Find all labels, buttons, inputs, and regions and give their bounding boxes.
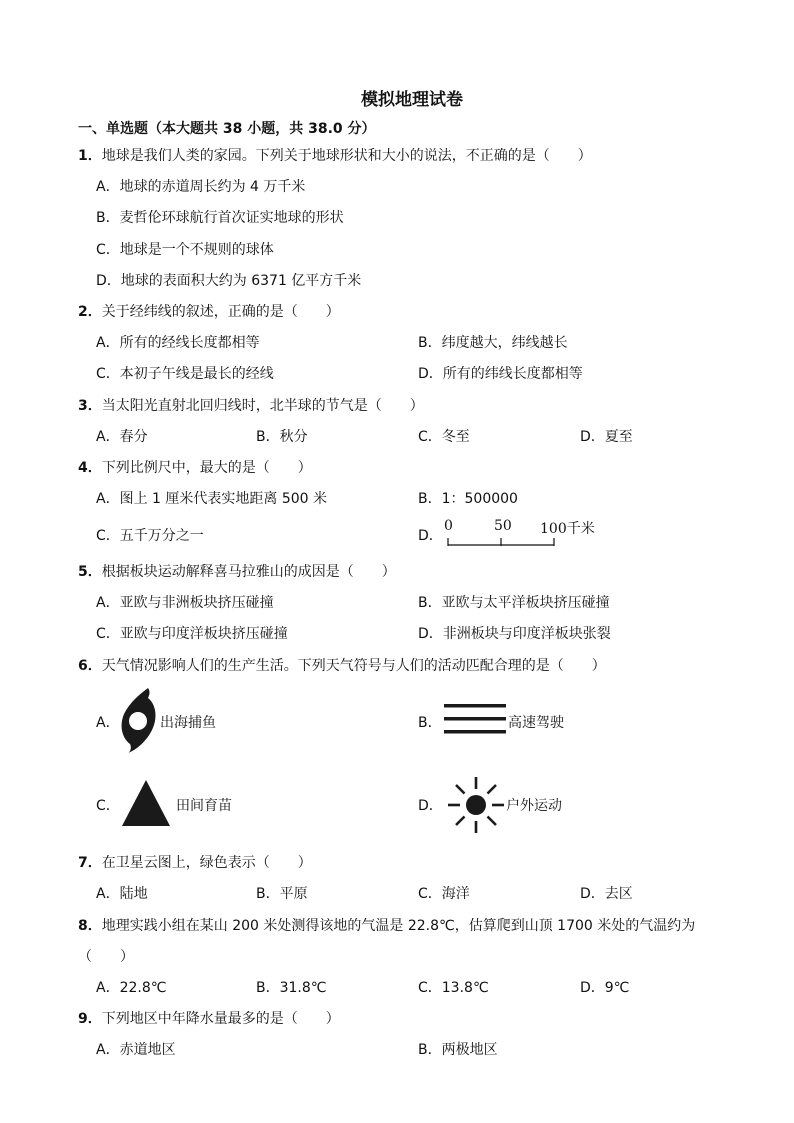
option-a[interactable]: A． [96, 715, 120, 731]
option-b[interactable]: B．平原 [256, 886, 308, 902]
option-d[interactable]: D． [418, 798, 443, 814]
symbol-label: 田间育苗 [176, 798, 232, 814]
option-a[interactable]: A．赤道地区 [96, 1042, 176, 1058]
question-text: 地理实践小组在某山 200 米处测得该地的气温是 22.8℃，估算爬到山顶 1700 米处的气温约为 [101, 918, 696, 934]
option-c[interactable]: C．五千万分之一 [96, 528, 204, 544]
question-number: 8． [78, 918, 102, 934]
question-text: 当太阳光直射北回归线时，北半球的节气是（ ） [101, 398, 424, 414]
question-8-continuation: （ ） [78, 949, 134, 965]
symbol-label: 高速驾驶 [508, 715, 564, 731]
question-number: 1． [78, 148, 102, 164]
option-a[interactable]: A．亚欧与非洲板块挤压碰撞 [96, 595, 274, 611]
option-b[interactable]: B．秋分 [256, 429, 308, 445]
option-b[interactable]: B．两极地区 [418, 1042, 498, 1058]
option-d[interactable]: D．所有的纬线长度都相等 [418, 366, 583, 382]
option-b[interactable]: B．纬度越大，纬线越长 [418, 335, 568, 351]
scale-label-100: 100千米 [540, 521, 595, 537]
question-number: 2． [78, 304, 102, 320]
page-title: 模拟地理试卷 [361, 90, 463, 110]
question-number: 3． [78, 398, 102, 414]
option-b[interactable]: B．31.8℃ [256, 980, 327, 996]
typhoon-icon [118, 686, 162, 754]
option-d[interactable]: D．9℃ [580, 980, 630, 996]
option-c[interactable]: C．亚欧与印度洋板块挤压碰撞 [96, 626, 288, 642]
option-a[interactable]: A．春分 [96, 429, 148, 445]
option-c[interactable]: C． [96, 798, 120, 814]
option-a[interactable]: A．所有的经线长度都相等 [96, 335, 260, 351]
option-b[interactable]: B．麦哲伦环球航行首次证实地球的形状 [96, 210, 344, 226]
option-d[interactable]: D． [418, 528, 443, 544]
option-c[interactable]: C．地球是一个不规则的球体 [96, 242, 274, 258]
question-number: 5． [78, 564, 102, 580]
question-text: 关于经纬线的叙述，正确的是（ ） [101, 304, 340, 320]
hail-icon [120, 778, 172, 828]
option-d[interactable]: D．去区 [580, 886, 633, 902]
option-d[interactable]: D．非洲板块与印度洋板块张裂 [418, 626, 611, 642]
sun-icon [446, 775, 506, 835]
option-a[interactable]: A．地球的赤道周长约为 4 万千米 [96, 179, 306, 195]
option-d[interactable]: D．地球的表面积大约为 6371 亿平方千米 [96, 273, 362, 289]
question-4 [78, 457, 312, 477]
section-heading: 一、单选题（本大题共 38 小题，共 38.0 分） [78, 121, 376, 137]
question-number: 9． [78, 1011, 102, 1027]
question-7 [78, 852, 312, 872]
option-b[interactable]: B．亚欧与太平洋板块挤压碰撞 [418, 595, 610, 611]
question-5 [78, 561, 396, 581]
option-c[interactable]: C．海洋 [418, 886, 470, 902]
question-9 [78, 1008, 340, 1028]
option-c[interactable]: C．13.8℃ [418, 980, 489, 996]
question-number: 6． [78, 658, 102, 674]
symbol-label: 出海捕鱼 [160, 715, 216, 731]
question-text: 地球是我们人类的家园。下列关于地球形状和大小的说法，不正确的是（ ） [101, 148, 592, 164]
option-b[interactable]: B．1：500000 [418, 491, 518, 507]
question-text: 下列地区中年降水量最多的是（ ） [101, 1011, 340, 1027]
symbol-label: 户外运动 [506, 798, 562, 814]
question-text: 根据板块运动解释喜马拉雅山的成因是（ ） [101, 564, 396, 580]
option-a[interactable]: A．陆地 [96, 886, 148, 902]
question-8 [78, 915, 695, 935]
question-number: 7． [78, 855, 102, 871]
scale-label-50: 50 [494, 518, 512, 534]
question-number: 4． [78, 460, 102, 476]
question-text: 天气情况影响人们的生产生活。下列天气符号与人们的活动匹配合理的是（ ） [101, 658, 606, 674]
fog-icon [444, 702, 506, 736]
question-text: 下列比例尺中，最大的是（ ） [101, 460, 312, 476]
question-text: 在卫星云图上，绿色表示（ ） [101, 855, 312, 871]
option-c[interactable]: C．本初子午线是最长的经线 [96, 366, 274, 382]
option-c[interactable]: C．冬至 [418, 429, 470, 445]
scale-label-0: 0 [444, 518, 453, 534]
option-d[interactable]: D．夏至 [580, 429, 633, 445]
question-1 [78, 145, 592, 165]
question-2 [78, 301, 340, 321]
question-3 [78, 395, 424, 415]
line-scale-bar [438, 516, 598, 552]
question-6 [78, 655, 606, 675]
option-b[interactable]: B． [418, 715, 442, 731]
option-a[interactable]: A．图上 1 厘米代表实地距离 500 米 [96, 491, 328, 507]
option-a[interactable]: A．22.8℃ [96, 980, 167, 996]
